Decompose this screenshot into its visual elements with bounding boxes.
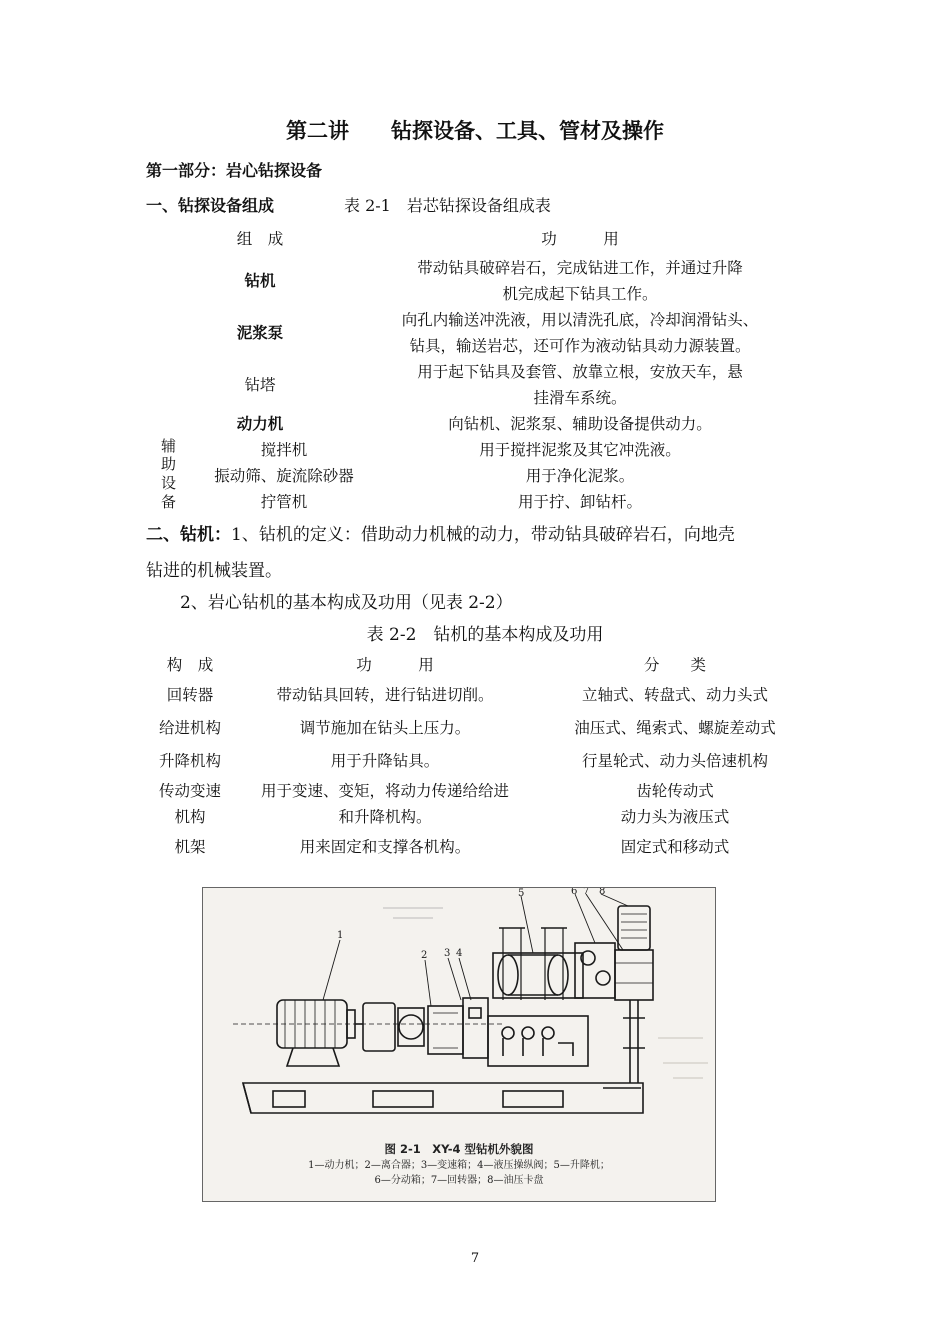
figure-caption: 图 2-1 XY-4 型钻机外貌图 [384, 1142, 534, 1156]
table1-row-name: 泥浆泵 [236, 324, 284, 342]
callout-number: 2 [421, 950, 428, 961]
table2-cell-a: 给进机构 [158, 719, 221, 737]
table1-row-function: 用于起下钻具及套管、放靠立根，安放天车，悬 [417, 363, 743, 381]
table2-cell-a: 机构 [174, 808, 206, 826]
table1-row-name: 钻机 [244, 272, 276, 290]
aux-label-char: 设 [161, 474, 177, 492]
table1-aux-name: 振动筛、旋流除砂器 [214, 467, 354, 485]
definition-line-1 [146, 520, 735, 550]
table2-header-b: 功 用 [356, 656, 434, 674]
figure-legend-line: 6—分动箱；7—回转器；8—油压卡盘 [374, 1175, 544, 1186]
aux-label-char: 辅 [161, 437, 177, 455]
table2-cell-b: 用于变速、变矩，将动力传递给给进 [260, 782, 509, 800]
subheading-2: 2、岩心钻机的基本构成及功用（见表 2-2） [180, 593, 513, 613]
table1-row-function: 机完成起下钻具工作。 [502, 285, 658, 303]
table1-row-function: 挂滑车系统。 [533, 389, 627, 407]
table1-row-name: 钻塔 [244, 376, 276, 394]
callout-number: 4 [456, 948, 463, 959]
callout-number: 7 [583, 888, 590, 897]
section-heading-1: 一、钻探设备组成 [146, 196, 275, 215]
table2-header-a: 构 成 [166, 656, 214, 674]
table2-cell-c: 动力头为液压式 [620, 808, 730, 826]
table2-cell-c: 固定式和移动式 [620, 838, 730, 856]
table2-cell-a: 升降机构 [158, 752, 221, 770]
table2-cell-b: 和升降机构。 [338, 808, 432, 826]
table1-aux-function: 用于拧、卸钻杆。 [517, 493, 642, 511]
drill-rig-figure [202, 887, 716, 1202]
definition-line-2: 钻进的机械装置。 [146, 561, 282, 581]
part-heading: 第一部分：岩心钻探设备 [146, 161, 323, 180]
table2-cell-c: 齿轮传动式 [636, 782, 714, 800]
table2-cell-b: 用来固定和支撑各机构。 [299, 838, 471, 856]
table2-cell-c: 立轴式、转盘式、动力头式 [581, 686, 768, 704]
table1-aux-function: 用于搅拌泥浆及其它冲洗液。 [479, 441, 681, 459]
callout-number: 6 [571, 888, 578, 897]
table-caption-1: 表 2-1 岩芯钻探设备组成表 [344, 196, 551, 215]
table2-cell-b: 用于升降钻具。 [330, 752, 440, 770]
table1-row-function: 向孔内输送冲洗液，用以清洗孔底，冷却润滑钻头、 [401, 311, 759, 329]
table2-header-c: 分 类 [643, 656, 706, 674]
table2-cell-a: 回转器 [166, 686, 214, 704]
figure-legend-line: 1—动力机；2—离合器；3—变速箱；4—液压操纵阀；5—升降机； [308, 1160, 610, 1171]
page-number: 7 [470, 1251, 480, 1266]
page-title: 第二讲 钻探设备、工具、管材及操作 [286, 119, 664, 143]
table1-header-component: 组 成 [236, 230, 284, 248]
table2-cell-b: 带动钻具回转，进行钻进切削。 [276, 686, 494, 704]
callout-number: 8 [599, 888, 606, 897]
aux-label-char: 助 [161, 455, 177, 473]
table1-row-function: 带动钻具破碎岩石，完成钻进工作，并通过升降 [417, 259, 743, 277]
table1-row-name: 动力机 [236, 415, 284, 433]
callout-number: 1 [337, 930, 344, 941]
callout-number: 5 [518, 888, 525, 899]
aux-label-char: 备 [161, 493, 177, 511]
table-caption-2: 表 2-2 钻机的基本构成及功用 [366, 625, 604, 645]
table2-cell-c: 油压式、绳索式、螺旋差动式 [574, 719, 776, 737]
table1-row-function: 钻具，输送岩芯，还可作为液动钻具动力源装置。 [409, 337, 751, 355]
table2-cell-a: 机架 [174, 838, 206, 856]
table2-cell-b: 调节施加在钻头上压力。 [299, 719, 471, 737]
table2-cell-c: 行星轮式、动力头倍速机构 [581, 752, 768, 770]
table1-aux-name: 搅拌机 [260, 441, 308, 459]
table1-row-function: 向钻机、泥浆泵、辅助设备提供动力。 [448, 415, 712, 433]
table1-aux-function: 用于净化泥浆。 [525, 467, 635, 485]
table1-aux-name: 拧管机 [260, 493, 308, 511]
section-heading-2: 二、钻机： [146, 525, 231, 545]
callout-number: 3 [444, 948, 451, 959]
table1-header-function: 功 用 [541, 230, 619, 248]
definition-text: 1、钻机的定义：借助动力机械的动力，带动钻具破碎岩石，向地壳 [231, 525, 735, 545]
table2-cell-a: 传动变速 [158, 782, 221, 800]
